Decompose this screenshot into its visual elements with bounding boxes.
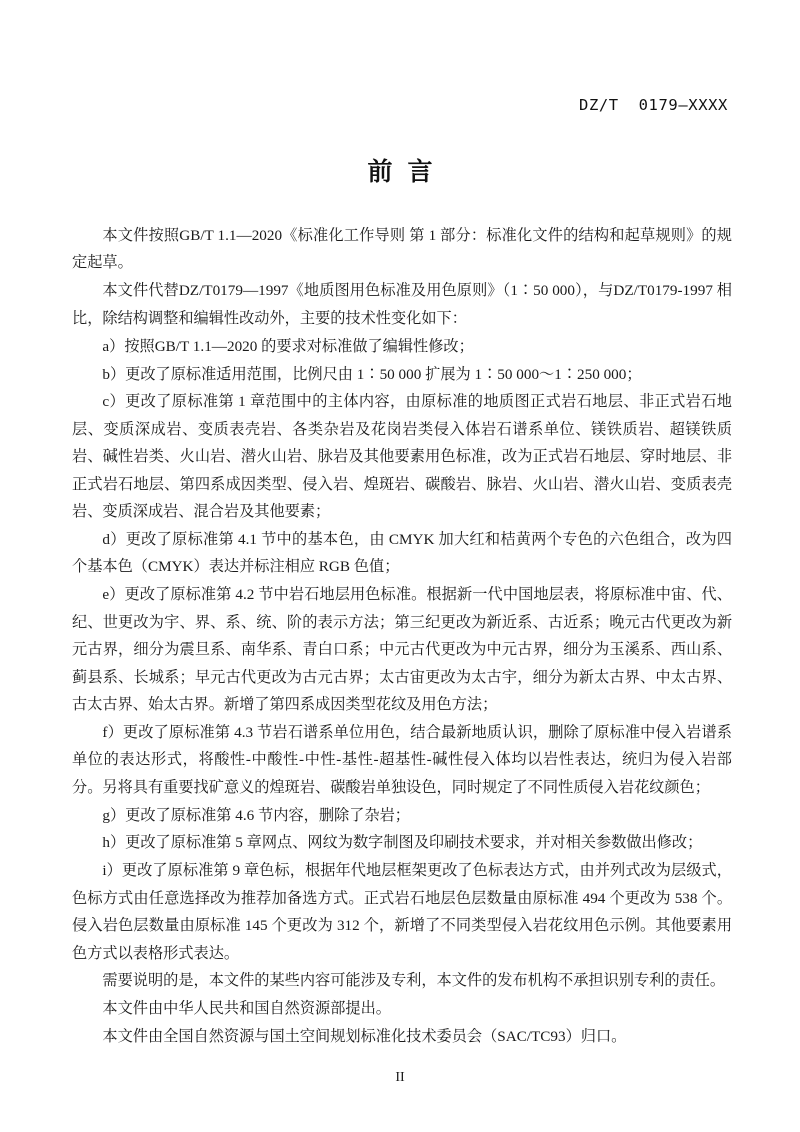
foreword-body: [72, 222, 732, 1051]
paragraph-patent-note: 需要说明的是，本文件的某些内容可能涉及专利，本文件的发布机构不承担识别专利的责任。: [102, 972, 726, 990]
list-item-e: e）更改了原标准第 4.2 节中岩石地层用色标准。根据新一代中国地层表，将原标准中宙、代、纪、世更改为宇、界、系、统、阶的表示方法；第三纪更改为新近系、古近系；晚元古代更改为新元古界，细分为震旦系、南华系、青白口系；中元古代更改为中元古界，细分为玉溪系、西山系、蓟县系、长城系；早元古代更改为古元古界；太古宙更改为太古宇，细分为新太古界、中太古界、古太古界、始太古界。新增了第四系成因类型花纹及用色方法；: [72, 586, 732, 713]
standard-number: DZ/T 0179—XXXX: [579, 96, 728, 114]
list-item-i: i）更改了原标准第 9 章色标，根据年代地层框架更改了色标表达方式，由并列式改为层级式，色标方式由任意选择改为推荐加备选方式。正式岩石地层色层数量由原标准 494 个更改为 538 个。侵入岩色层数量由原标准 145 个更改为 312 个，新增了不同类型侵入岩花纹用色示例。其他要素用色方式以表格形式表达。: [72, 862, 732, 962]
page-header: [72, 96, 728, 118]
paragraph-replaces: 本文件代替DZ/T0179—1997《地质图用色标准及用色原则》（1∶50 000），与DZ/T0179-1997 相比，除结构调整和编辑性改动外，主要的技术性变化如下：: [72, 282, 732, 327]
list-item-d: d）更改了原标准第 4.1 节中的基本色，由 CMYK 加大红和桔黄两个专色的六色组合，改为四个基本色（CMYK）表达并标注相应 RGB 色值；: [72, 530, 732, 576]
list-item-a: a）按照GB/T 1.1—2020 的要求对标准做了编辑性修改；: [102, 337, 474, 355]
page-number: II: [395, 1070, 405, 1085]
list-item-f: f）更改了原标准第 4.3 节岩石谱系单位用色，结合最新地质认识，删除了原标准中侵入岩谱系单位的表达形式，将酸性-中酸性-中性-基性-超基性-碱性侵入体均以岩性表达，统归为侵入岩部分。另将具有重要找矿意义的煌斑岩、碳酸岩单独设色，同时规定了不同性质侵入岩花纹颜色；: [72, 723, 732, 796]
list-item-h: h）更改了原标准第 5 章网点、网纹为数字制图及印刷技术要求，并对相关参数做出修改；: [102, 834, 703, 852]
list-item-g: g）更改了原标准第 4.6 节内容，删除了杂岩；: [102, 806, 410, 824]
list-item-b: b）更改了原标准适用范围，比例尺由 1∶50 000 扩展为 1∶50 000～1∶250 000；: [102, 365, 642, 383]
paragraph-administrator: 本文件由全国自然资源与国土空间规划标准化技术委员会（SAC/TC93）归口。: [102, 1028, 627, 1046]
page-footer: [0, 1068, 800, 1086]
list-item-c: c）更改了原标准第 1 章范围中的主体内容，由原标准的地质图正式岩石地层、非正式岩石地层、变质深成岩、变质表壳岩、各类杂岩及花岗岩类侵入体岩石谱系单位、镁铁质岩、超镁铁质岩、碱性岩类、火山岩、潜火山岩、脉岩及其他要素用色标准，改为正式岩石地层、穿时地层、非正式岩石地层、第四系成因类型、侵入岩、煌斑岩、碳酸岩、脉岩、火山岩、潜火山岩、变质表壳岩、变质深成岩、混合岩及其他要素；: [72, 393, 732, 521]
paragraph-basis: 本文件按照GB/T 1.1—2020《标准化工作导则 第 1 部分：标准化文件的结构和起草规则》的规定起草。: [72, 227, 732, 272]
paragraph-proposer: 本文件由中华人民共和国自然资源部提出。: [102, 1000, 391, 1018]
page-title: 前言: [367, 157, 448, 186]
